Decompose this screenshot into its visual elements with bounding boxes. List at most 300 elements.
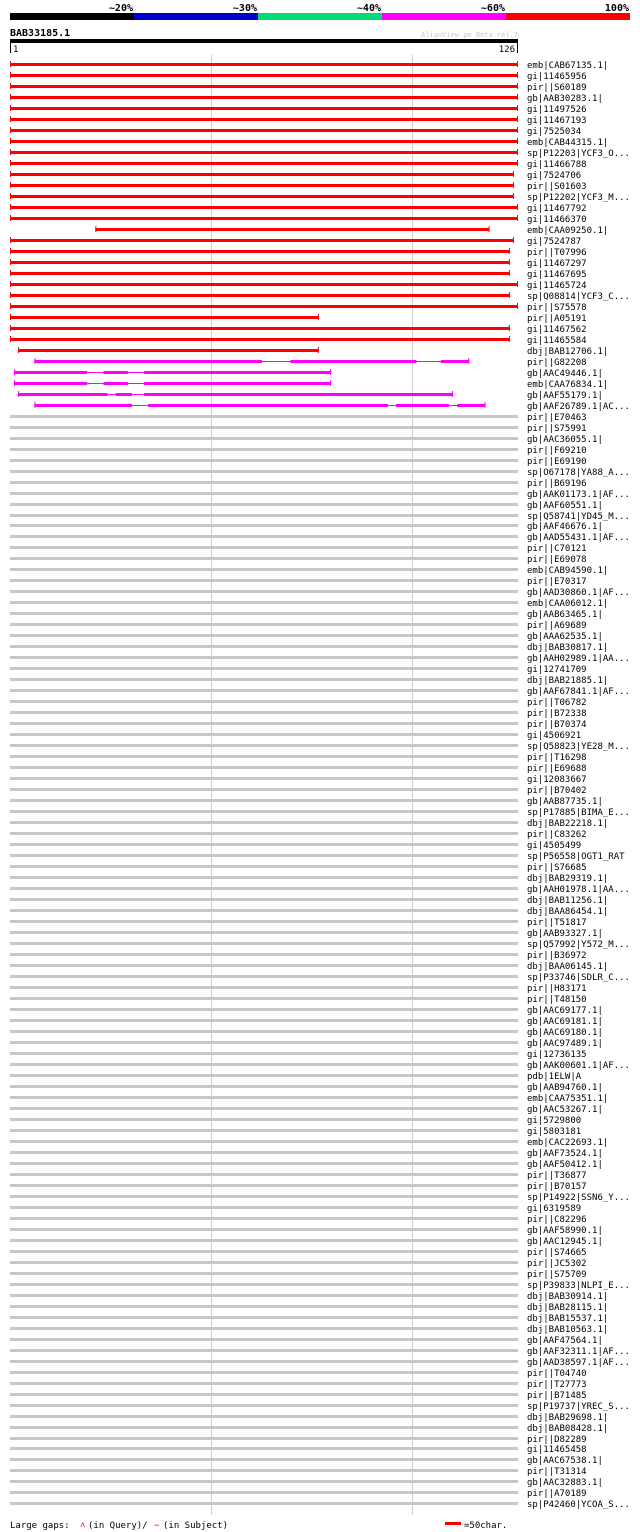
hit-row[interactable] (10, 1083, 603, 1093)
hit-row[interactable] (14, 380, 608, 390)
hit-label[interactable]: sp|Q57992|Y572_M... (527, 940, 630, 950)
hit-label[interactable]: gb|AAB94760.1| (527, 1083, 603, 1093)
hit-label[interactable]: pir||F69210 (527, 446, 587, 456)
hit-label[interactable]: gb|AAF46676.1| (527, 522, 603, 532)
hit-label[interactable]: sp|Q58823|YE28_M... (527, 742, 630, 752)
hit-segment (10, 162, 518, 165)
hit-row[interactable] (10, 116, 587, 126)
hit-placeholder-bar (10, 1250, 518, 1253)
hit-label[interactable]: emb|CAC22693.1| (527, 1138, 609, 1148)
hit-row[interactable] (10, 1500, 630, 1510)
hit-row[interactable] (10, 1325, 608, 1335)
hit-row[interactable] (10, 479, 587, 489)
hit-row[interactable] (10, 1138, 608, 1148)
hit-row[interactable] (10, 512, 630, 522)
hit-row[interactable] (10, 566, 608, 576)
hit-label[interactable]: pir||E69190 (527, 457, 587, 467)
hit-row[interactable] (10, 742, 630, 752)
hit-label[interactable]: pir||B36972 (527, 951, 587, 961)
hit-label[interactable]: gi|7524706 (527, 171, 582, 181)
hit-label[interactable]: emb|CAA06012.1| (527, 599, 609, 609)
hit-row[interactable] (10, 1369, 587, 1379)
hit-row[interactable] (10, 775, 587, 785)
hit-row[interactable] (10, 841, 581, 851)
hit-label[interactable]: pir||JC5302 (527, 1259, 587, 1269)
hit-row[interactable] (10, 501, 603, 511)
hit-row[interactable] (34, 358, 586, 368)
hit-placeholder-bar (10, 1217, 518, 1220)
hit-row[interactable] (10, 1149, 603, 1159)
hit-label[interactable]: pir||T07996 (527, 248, 587, 258)
hit-segment (10, 173, 514, 176)
hit-segment (34, 360, 262, 363)
hit-row[interactable] (10, 193, 630, 203)
hit-row[interactable] (10, 1160, 603, 1170)
hit-label[interactable]: gi|11497526 (527, 105, 587, 115)
hit-label[interactable]: pir||A05191 (527, 314, 587, 324)
hit-row[interactable] (10, 951, 587, 961)
hit-placeholder-bar (10, 689, 518, 692)
hit-label[interactable]: sp|Q58741|YD45_M... (527, 512, 630, 522)
hit-row[interactable] (10, 1215, 587, 1225)
hit-placeholder-bar (10, 744, 518, 747)
hit-label[interactable]: pir||E69688 (527, 764, 587, 774)
hit-row[interactable] (10, 314, 587, 324)
hit-row[interactable] (10, 413, 587, 423)
hit-row[interactable] (10, 610, 603, 620)
hit-row[interactable] (10, 808, 630, 818)
hit-row[interactable] (10, 830, 587, 840)
hit-label[interactable]: gb|AAB63465.1| (527, 610, 603, 620)
hit-label[interactable]: sp|P12202|YCF3_M... (527, 193, 630, 203)
hit-label[interactable]: gb|AAB30283.1| (527, 94, 603, 104)
hit-label[interactable]: pir||T51817 (527, 918, 587, 928)
hit-row[interactable] (10, 731, 581, 741)
hit-label[interactable]: gi|11465956 (527, 72, 587, 82)
hit-label[interactable]: sp|P14922|SSN6_Y... (527, 1193, 630, 1203)
fifty-char-scale-bar (445, 1522, 461, 1525)
hit-row[interactable] (10, 643, 608, 653)
hit-label[interactable]: sp|O67178|YA88_A... (527, 468, 630, 478)
hit-row[interactable] (10, 457, 587, 467)
hit-row[interactable] (10, 248, 587, 258)
hit-placeholder-bar (10, 579, 518, 582)
hit-row[interactable] (10, 1171, 587, 1181)
hit-placeholder-bar (10, 678, 518, 681)
hit-label[interactable]: pir||S76685 (527, 863, 587, 873)
hit-row[interactable] (10, 446, 587, 456)
hit-label[interactable]: sp|P56558|OGT1_RAT (527, 852, 625, 862)
hit-row[interactable] (10, 1204, 581, 1214)
hit-row[interactable] (10, 1336, 603, 1346)
hit-row[interactable] (10, 1116, 581, 1126)
hit-row[interactable] (10, 654, 630, 664)
hit-label[interactable]: gb|AAB87735.1| (527, 797, 603, 807)
hit-row[interactable] (10, 621, 587, 631)
hit-row[interactable] (10, 61, 608, 71)
hit-label[interactable]: sp|P39833|NLPI_E... (527, 1281, 630, 1291)
hit-label[interactable]: gi|11466370 (527, 215, 587, 225)
hit-row[interactable] (10, 83, 587, 93)
hit-placeholder-bar (10, 843, 518, 846)
hit-row[interactable] (10, 270, 587, 280)
hit-row[interactable] (10, 1467, 587, 1477)
hit-row[interactable] (10, 281, 587, 291)
hit-segment (10, 184, 514, 187)
hit-label[interactable]: gb|AAC53267.1| (527, 1105, 603, 1115)
hit-row[interactable] (10, 1039, 603, 1049)
hit-row[interactable] (10, 303, 587, 313)
hit-row[interactable] (10, 72, 587, 82)
hit-row[interactable] (10, 490, 630, 500)
hit-row[interactable] (10, 1380, 587, 1390)
hit-row[interactable] (10, 555, 587, 565)
hit-row[interactable] (10, 1413, 608, 1423)
hit-placeholder-bar (10, 1085, 518, 1088)
hit-row[interactable] (10, 1182, 587, 1192)
hit-label[interactable]: gb|AAC49446.1| (527, 369, 603, 379)
hit-label[interactable]: gi|7524787 (527, 237, 582, 247)
hit-row[interactable] (10, 1303, 608, 1313)
hit-row[interactable] (10, 149, 630, 159)
hit-label[interactable]: pir||S74665 (527, 1248, 587, 1258)
hit-row[interactable] (10, 424, 587, 434)
hit-label[interactable]: pir||E70463 (527, 413, 587, 423)
hit-label[interactable]: dbj|BAB30914.1| (527, 1292, 609, 1302)
hit-label[interactable]: sp|P33746|SDLR_C... (527, 973, 630, 983)
hit-row[interactable] (10, 1478, 603, 1488)
hit-row[interactable] (10, 1061, 630, 1071)
hit-label[interactable]: pir||E69078 (527, 555, 587, 565)
hit-row[interactable] (10, 874, 608, 884)
hit-placeholder-bar (10, 755, 518, 758)
hit-label[interactable]: gi|11467193 (527, 116, 587, 126)
hit-label[interactable]: gi|5803181 (527, 1127, 582, 1137)
hit-row[interactable] (14, 369, 603, 379)
query-gap-marker-icon: ˄ (80, 1521, 86, 1531)
hit-label[interactable]: emb|CAA09250.1| (527, 226, 609, 236)
hit-row[interactable] (10, 1270, 587, 1280)
hit-segment (10, 140, 518, 143)
hit-row[interactable] (10, 1259, 587, 1269)
hit-row[interactable] (10, 797, 603, 807)
hit-row[interactable] (10, 1226, 603, 1236)
hit-label[interactable]: dbj|BAB30817.1| (527, 643, 609, 653)
hit-row[interactable] (10, 698, 587, 708)
hit-label[interactable]: pir||T27773 (527, 1380, 587, 1390)
hit-label[interactable]: pir||B70157 (527, 1182, 587, 1192)
hit-row[interactable] (10, 435, 603, 445)
hit-label[interactable]: gi|11467695 (527, 270, 587, 280)
hit-label[interactable]: gb|AAF60551.1| (527, 501, 603, 511)
hit-row[interactable] (10, 995, 587, 1005)
hit-row[interactable] (10, 896, 608, 906)
hit-label[interactable]: gi|11465584 (527, 336, 587, 346)
hit-row[interactable] (10, 1358, 630, 1368)
hit-label[interactable]: gb|AAH02989.1|AA... (527, 654, 630, 664)
hit-row[interactable] (10, 786, 587, 796)
hit-placeholder-bar (10, 623, 518, 626)
hit-row[interactable] (10, 940, 630, 950)
hit-row[interactable] (10, 160, 587, 170)
hit-segment (10, 96, 518, 99)
hit-label[interactable]: gb|AAC69180.1| (527, 1028, 603, 1038)
hit-row[interactable] (10, 94, 603, 104)
hit-label[interactable]: dbj|BAA06145.1| (527, 962, 609, 972)
hit-label[interactable]: pir||B71485 (527, 1391, 587, 1401)
hit-label[interactable]: gb|AAC32883.1| (527, 1478, 603, 1488)
hit-placeholder-bar (10, 1305, 518, 1308)
hit-row[interactable] (10, 1424, 608, 1434)
hit-label[interactable]: gi|12736135 (527, 1050, 587, 1060)
hit-label[interactable]: pir||S75991 (527, 424, 587, 434)
hit-label[interactable]: gi|11465724 (527, 281, 587, 291)
hit-label[interactable]: dbj|BAB11256.1| (527, 896, 609, 906)
hit-label[interactable]: gb|AAC67538.1| (527, 1456, 603, 1466)
hit-label[interactable]: gi|12083667 (527, 775, 587, 785)
hit-label[interactable]: gi|11467297 (527, 259, 587, 269)
hit-row[interactable] (10, 577, 587, 587)
hit-row[interactable] (10, 127, 581, 137)
hit-label[interactable]: gb|AAA62535.1| (527, 632, 603, 642)
hit-label[interactable]: gb|AAD30860.1|AF... (527, 588, 630, 598)
hit-label[interactable]: gi|5729800 (527, 1116, 582, 1126)
hit-placeholder-bar (10, 459, 518, 462)
hit-label[interactable]: emb|CAA75351.1| (527, 1094, 609, 1104)
hit-label[interactable]: gb|AAC69177.1| (527, 1006, 603, 1016)
hit-label[interactable]: pir||C70121 (527, 544, 587, 554)
hit-label[interactable]: gi|11467792 (527, 204, 587, 214)
hit-row[interactable] (10, 325, 587, 335)
hit-row[interactable] (10, 182, 587, 192)
hit-placeholder-bar (10, 953, 518, 956)
hit-row[interactable] (10, 863, 587, 873)
hit-label[interactable]: pir||E70317 (527, 577, 587, 587)
hit-label[interactable]: dbj|BAB28115.1| (527, 1303, 609, 1313)
hit-label[interactable]: gb|AAF58990.1| (527, 1226, 603, 1236)
hit-label[interactable]: gi|11467562 (527, 325, 587, 335)
hit-row[interactable] (10, 885, 630, 895)
hit-row[interactable] (10, 599, 608, 609)
hit-row[interactable] (10, 918, 587, 928)
hit-row[interactable] (10, 237, 581, 247)
hit-label[interactable]: pdb|1ELW|A (527, 1072, 582, 1082)
hit-row[interactable] (10, 292, 630, 302)
hit-label[interactable]: dbj|BAB22218.1| (527, 819, 609, 829)
hit-label[interactable]: sp|P19737|YREC_S... (527, 1402, 630, 1412)
hit-label[interactable]: pir||G82208 (527, 358, 587, 368)
hit-row[interactable] (10, 171, 581, 181)
hit-row[interactable] (10, 259, 587, 269)
hit-placeholder-bar (10, 667, 518, 670)
hit-row[interactable] (10, 720, 587, 730)
hit-label[interactable]: dbj|BAB10563.1| (527, 1325, 609, 1335)
hit-label[interactable]: sp|Q08814|YCF3_C... (527, 292, 630, 302)
hit-row[interactable] (10, 962, 608, 972)
hit-row[interactable] (18, 391, 603, 401)
hit-row[interactable] (10, 138, 608, 148)
hit-row[interactable] (10, 1017, 603, 1027)
hit-segment (10, 338, 510, 341)
hit-label[interactable]: gb|AAF55179.1| (527, 391, 603, 401)
hit-row[interactable] (10, 1028, 603, 1038)
hit-label[interactable]: gb|AAF47564.1| (527, 1336, 603, 1346)
hit-segment (10, 151, 518, 154)
hit-label[interactable]: pir||T31314 (527, 1467, 587, 1477)
hit-label[interactable]: gb|AAK00601.1|AF... (527, 1061, 630, 1071)
hit-row[interactable] (10, 1314, 608, 1324)
hit-row[interactable] (95, 226, 608, 236)
hit-placeholder-bar (10, 514, 518, 517)
hit-label[interactable]: emb|CAA76834.1| (527, 380, 609, 390)
hit-row[interactable] (10, 907, 608, 917)
hit-label[interactable]: dbj|BAB12706.1| (527, 347, 609, 357)
hit-label[interactable]: pir||C82296 (527, 1215, 587, 1225)
hit-row[interactable] (10, 1127, 581, 1137)
hit-placeholder-bar (10, 568, 518, 571)
hit-label[interactable]: gi|11465458 (527, 1445, 587, 1455)
hit-label[interactable]: emb|CAB94590.1| (527, 566, 609, 576)
hit-label[interactable]: gi|7525034 (527, 127, 582, 137)
hit-label[interactable]: pir||H83171 (527, 984, 587, 994)
hit-row[interactable] (10, 1094, 608, 1104)
hit-row[interactable] (10, 1292, 608, 1302)
hit-label[interactable]: gi|12741709 (527, 665, 587, 675)
hit-row[interactable] (10, 522, 603, 532)
hit-row[interactable] (10, 1248, 587, 1258)
hit-row[interactable] (10, 1237, 603, 1247)
hit-row[interactable] (10, 1006, 603, 1016)
hit-label[interactable]: pir||B70402 (527, 786, 587, 796)
hit-label[interactable]: pir||S75578 (527, 303, 587, 313)
hit-row[interactable] (10, 973, 630, 983)
hit-label[interactable]: dbj|BAA86454.1| (527, 907, 609, 917)
hit-row[interactable] (10, 105, 587, 115)
hit-row[interactable] (10, 984, 587, 994)
hit-label[interactable]: gb|AAF32311.1|AF... (527, 1347, 630, 1357)
hit-row[interactable] (10, 852, 625, 862)
hit-row[interactable] (10, 676, 608, 686)
hit-placeholder-bar (10, 1019, 518, 1022)
hit-segment (441, 360, 469, 363)
hit-label[interactable]: gb|AAC36055.1| (527, 435, 603, 445)
hit-label[interactable]: dbj|BAB29319.1| (527, 874, 609, 884)
query-gap-label: (in Query)/ (88, 1521, 148, 1531)
hit-row[interactable] (10, 709, 587, 719)
hit-row[interactable] (10, 215, 587, 225)
hit-label[interactable]: pir||B69196 (527, 479, 587, 489)
hit-label[interactable]: gb|AAD38597.1|AF... (527, 1358, 630, 1368)
hit-label[interactable]: dbj|BAB15537.1| (527, 1314, 609, 1324)
hit-label[interactable]: gb|AAF67841.1|AF... (527, 687, 630, 697)
hit-row[interactable] (10, 1072, 582, 1082)
hit-placeholder-bar (10, 415, 518, 418)
hit-label[interactable]: sp|P12203|YCF3_O... (527, 149, 630, 159)
hit-label[interactable]: gi|4506921 (527, 731, 582, 741)
hit-row[interactable] (10, 468, 630, 478)
hit-row[interactable] (10, 1402, 630, 1412)
hit-label[interactable]: dbj|BAB21885.1| (527, 676, 609, 686)
hit-label[interactable]: sp|P17885|BIMA_E... (527, 808, 630, 818)
hit-label[interactable]: pir||C83262 (527, 830, 587, 840)
hit-label[interactable]: pir||D82289 (527, 1435, 587, 1445)
hit-label[interactable]: pir||B72338 (527, 709, 587, 719)
hit-row[interactable] (10, 1435, 587, 1445)
hit-label[interactable]: dbj|BAB29698.1| (527, 1413, 609, 1423)
hit-row[interactable] (10, 632, 603, 642)
hit-label[interactable]: pir||T06782 (527, 698, 587, 708)
hit-placeholder-bar (10, 481, 518, 484)
hit-label[interactable]: gb|AAB93327.1| (527, 929, 603, 939)
hit-label[interactable]: pir||T36877 (527, 1171, 587, 1181)
hit-row[interactable] (10, 533, 630, 543)
hit-label[interactable]: gb|AAC97489.1| (527, 1039, 603, 1049)
hit-row[interactable] (10, 336, 587, 346)
hit-label[interactable]: gb|AAF26789.1|AC... (527, 402, 630, 412)
hit-row[interactable] (10, 1391, 587, 1401)
hit-segment (103, 382, 127, 385)
hit-row[interactable] (10, 1489, 587, 1499)
hit-row[interactable] (10, 665, 587, 675)
hit-label[interactable]: pir||A70189 (527, 1489, 587, 1499)
hit-label[interactable]: pir||S60189 (527, 83, 587, 93)
hit-label[interactable]: gb|AAK01173.1|AF... (527, 490, 630, 500)
hit-row[interactable] (10, 929, 603, 939)
hit-label[interactable]: emb|CAB44315.1| (527, 138, 609, 148)
hit-row[interactable] (10, 544, 587, 554)
hit-row[interactable] (34, 402, 630, 412)
hit-row[interactable] (10, 204, 587, 214)
hit-row[interactable] (10, 764, 587, 774)
hit-row[interactable] (10, 1456, 603, 1466)
hit-label[interactable]: gb|AAC12945.1| (527, 1237, 603, 1247)
hit-label[interactable]: gi|11466788 (527, 160, 587, 170)
hit-row[interactable] (10, 753, 587, 763)
hit-row[interactable] (10, 1445, 587, 1455)
hit-label[interactable]: pir||A69689 (527, 621, 587, 631)
hit-row[interactable] (18, 347, 608, 357)
hit-placeholder-bar (10, 1360, 518, 1363)
hit-row[interactable] (10, 1193, 630, 1203)
hit-label[interactable]: gb|AAF50412.1| (527, 1160, 603, 1170)
hit-row[interactable] (10, 1347, 630, 1357)
hit-row[interactable] (10, 1105, 603, 1115)
hit-label[interactable]: pir||S75709 (527, 1270, 587, 1280)
hit-row[interactable] (10, 819, 608, 829)
hit-label[interactable]: gb|AAH01978.1|AA... (527, 885, 630, 895)
scale-segment-3 (258, 13, 382, 20)
hit-placeholder-bar (10, 898, 518, 901)
hit-label[interactable]: emb|CAB67135.1| (527, 61, 609, 71)
hit-label[interactable]: sp|P42460|YCOA_S... (527, 1500, 630, 1510)
hit-label[interactable]: pir||T16298 (527, 753, 587, 763)
hit-label[interactable]: gb|AAC69181.1| (527, 1017, 603, 1027)
hit-label[interactable]: pir||T48150 (527, 995, 587, 1005)
hit-label[interactable]: dbj|BAB08428.1| (527, 1424, 609, 1434)
hit-row[interactable] (10, 1281, 630, 1291)
hit-label[interactable]: gi|6319589 (527, 1204, 582, 1214)
hit-placeholder-bar (10, 1228, 518, 1231)
hit-label[interactable]: pir||S01603 (527, 182, 587, 192)
hit-label[interactable]: pir||T04740 (527, 1369, 587, 1379)
hit-label[interactable]: gi|4505499 (527, 841, 582, 851)
hit-label[interactable]: gb|AAF73524.1| (527, 1149, 603, 1159)
hit-row[interactable] (10, 687, 630, 697)
hit-row[interactable] (10, 588, 630, 598)
hit-label[interactable]: gb|AAD55431.1|AF... (527, 533, 630, 543)
hit-label[interactable]: pir||B70374 (527, 720, 587, 730)
hit-row[interactable] (10, 1050, 587, 1060)
